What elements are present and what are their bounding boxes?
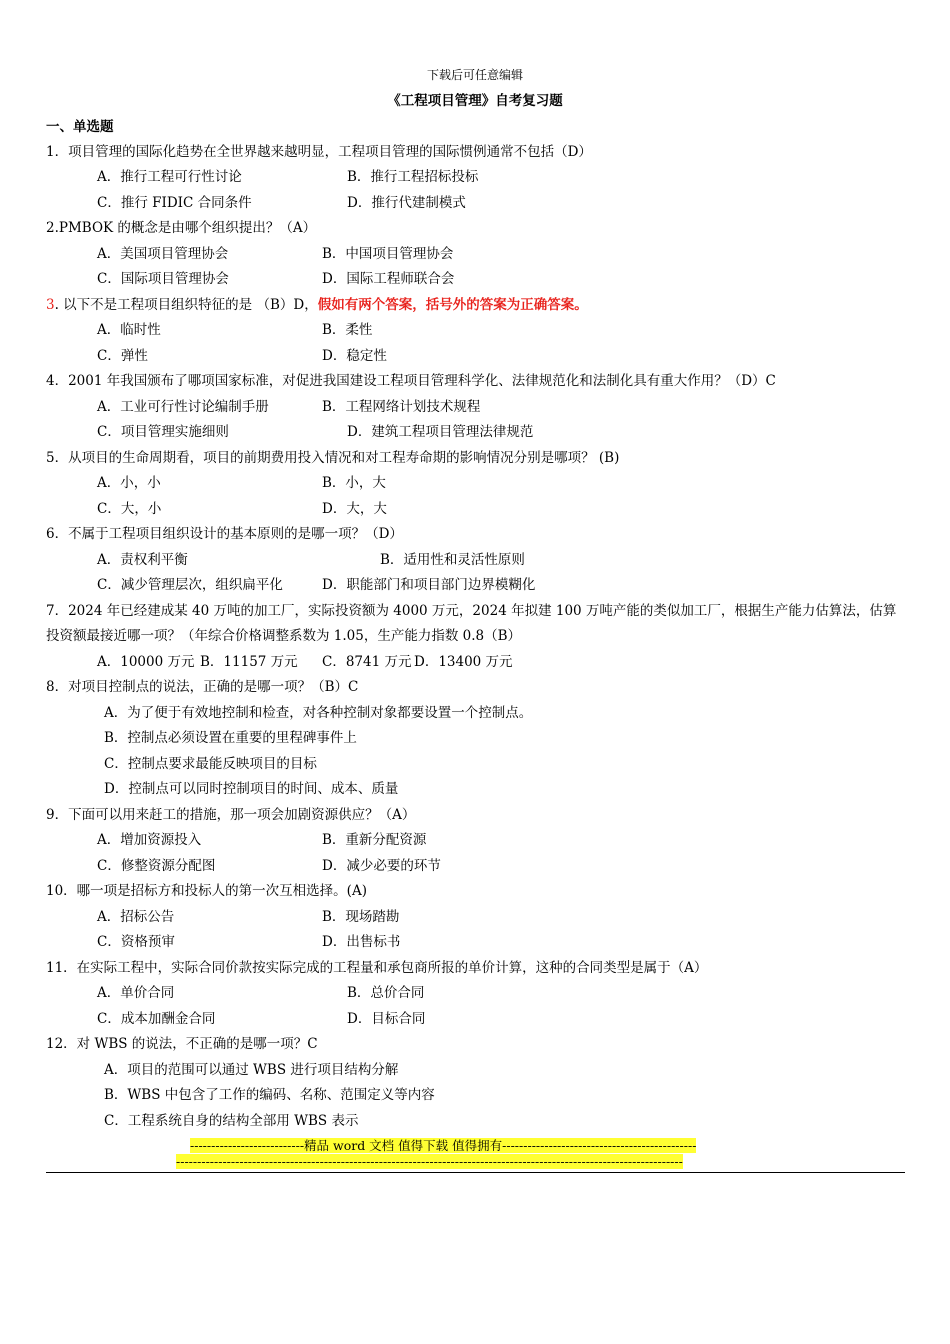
option-12a: A．项目的范围可以通过 WBS 进行项目结构分解 bbox=[104, 1062, 399, 1078]
footer-dash-line bbox=[176, 1154, 774, 1170]
option-4a: A．工业可行性讨论编制手册 bbox=[97, 399, 269, 415]
question-3-note: 假如有两个答案，括号外的答案为正确答案。 bbox=[317, 297, 588, 313]
option-9c: C．修整资源分配图 bbox=[97, 858, 216, 874]
question-3 bbox=[46, 296, 588, 314]
question-9: 9．下面可以用来赶工的措施，那一项会加剧资源供应？（A） bbox=[46, 807, 416, 823]
footer-rule bbox=[46, 1172, 905, 1173]
question-8: 8．对项目控制点的说法，正确的是哪一项？（B）C bbox=[46, 679, 359, 695]
option-12c: C．工程系统自身的结构全部用 WBS 表示 bbox=[104, 1113, 359, 1129]
option-4c: C．项目管理实施细则 bbox=[97, 424, 229, 440]
option-11b: B．总价合同 bbox=[347, 985, 425, 1001]
option-6d: D．职能部门和项目部门边界模糊化 bbox=[322, 577, 536, 593]
option-3c: C．弹性 bbox=[97, 348, 148, 364]
option-3b: B．柔性 bbox=[322, 322, 373, 338]
option-11a: A．单价合同 bbox=[97, 985, 175, 1001]
option-6b: B．适用性和灵活性原则 bbox=[380, 552, 525, 568]
question-7-continued: 投资额最接近哪一项？（年综合价格调整系数为 1.05，生产能力指数 0.8（B） bbox=[46, 628, 522, 644]
option-1c: C．推行 FIDIC 合同条件 bbox=[97, 195, 252, 211]
question-1: 1．项目管理的国际化趋势在全世界越来越明显，工程项目管理的国际惯例通常不包括（D） bbox=[46, 144, 592, 160]
option-11c: C．成本加酬金合同 bbox=[97, 1011, 216, 1027]
option-9b: B．重新分配资源 bbox=[322, 832, 427, 848]
footer-banner bbox=[190, 1138, 760, 1154]
option-5b: B．小，大 bbox=[322, 475, 386, 491]
option-4d: D．建筑工程项目管理法律规范 bbox=[347, 424, 534, 440]
footer-dash-text: ------------------------------------------------------------------------------------------------------------------------ bbox=[176, 1154, 683, 1169]
option-11d: D．目标合同 bbox=[347, 1011, 426, 1027]
option-9a: A．增加资源投入 bbox=[97, 832, 202, 848]
option-10a: A．招标公告 bbox=[97, 909, 175, 925]
question-11: 11．在实际工程中，实际合同价款按实际完成的工程量和承包商所报的单价计算，这种的合同类型是属于（A） bbox=[46, 960, 708, 976]
question-5: 5．从项目的生命周期看，项目的前期费用投入情况和对工程寿命期的影响情况分别是哪项？ (B) bbox=[46, 450, 620, 466]
question-3-text: . 以下不是工程项目组织特征的是 （B）D， bbox=[54, 297, 318, 313]
option-2c: C．国际项目管理协会 bbox=[97, 271, 229, 287]
question-6: 6．不属于工程项目组织设计的基本原则的是哪一项？（D） bbox=[46, 526, 403, 542]
option-10d: D．出售标书 bbox=[322, 934, 401, 950]
header-note: 下载后可任意编辑 bbox=[426, 68, 523, 82]
option-10b: B．现场踏勘 bbox=[322, 909, 400, 925]
option-3a: A．临时性 bbox=[97, 322, 161, 338]
option-8b: B．控制点必须设置在重要的里程碑事件上 bbox=[104, 730, 357, 746]
option-4b: B．工程网络计划技术规程 bbox=[322, 399, 481, 415]
option-6c: C．减少管理层次，组织扁平化 bbox=[97, 577, 283, 593]
footer-banner-text: ---------------------------精品 word 文档 值得下载 值得拥有---------------------------------------------- bbox=[190, 1138, 697, 1153]
question-12: 12．对 WBS 的说法，不正确的是哪一项？C bbox=[46, 1036, 318, 1052]
option-1d: D．推行代建制模式 bbox=[347, 195, 466, 211]
option-2d: D．国际工程师联合会 bbox=[322, 271, 455, 287]
question-7: 7．2024 年已经建成某 40 万吨的加工厂，实际投资额为 4000 万元，2024 年拟建 100 万吨产能的类似加工厂，根据生产能力估算法，估算 bbox=[46, 603, 897, 619]
option-6a: A．责权利平衡 bbox=[97, 552, 188, 568]
question-2: 2.PMBOK 的概念是由哪个组织提出？（A） bbox=[46, 220, 317, 236]
option-12b: B．WBS 中包含了工作的编码、名称、范围定义等内容 bbox=[104, 1087, 435, 1103]
option-5a: A．小，小 bbox=[97, 475, 161, 491]
option-7a: A．10000 万元 bbox=[97, 654, 195, 670]
option-7d: D．13400 万元 bbox=[414, 654, 513, 670]
option-2a: A．美国项目管理协会 bbox=[97, 246, 229, 262]
question-4: 4．2001 年我国颁布了哪项国家标准，对促进我国建设工程项目管理科学化、法律规范化和法制化具有重大作用？（D）C bbox=[46, 373, 776, 389]
section-heading: 一、单选题 bbox=[46, 119, 114, 135]
option-9d: D．减少必要的环节 bbox=[322, 858, 441, 874]
option-10c: C．资格预审 bbox=[97, 934, 175, 950]
question-10: 10．哪一项是招标方和投标人的第一次互相选择。(A) bbox=[46, 883, 367, 899]
option-7b: B．11157 万元 bbox=[200, 654, 298, 670]
option-8c: C．控制点要求最能反映项目的目标 bbox=[104, 756, 317, 772]
option-1b: B．推行工程招标投标 bbox=[347, 169, 479, 185]
option-5c: C．大，小 bbox=[97, 501, 162, 517]
question-3-number: 3 bbox=[46, 297, 55, 313]
option-7c: C．8741 万元 bbox=[322, 654, 412, 670]
option-3d: D．稳定性 bbox=[322, 348, 387, 364]
option-8d: D．控制点可以同时控制项目的时间、成本、质量 bbox=[104, 781, 399, 797]
document-title: 《工程项目管理》自考复习题 bbox=[387, 93, 563, 109]
option-1a: A．推行工程可行性讨论 bbox=[97, 169, 242, 185]
option-2b: B．中国项目管理协会 bbox=[322, 246, 454, 262]
option-8a: A．为了便于有效地控制和检查，对各种控制对象都要设置一个控制点。 bbox=[104, 705, 533, 721]
option-5d: D．大，大 bbox=[322, 501, 387, 517]
